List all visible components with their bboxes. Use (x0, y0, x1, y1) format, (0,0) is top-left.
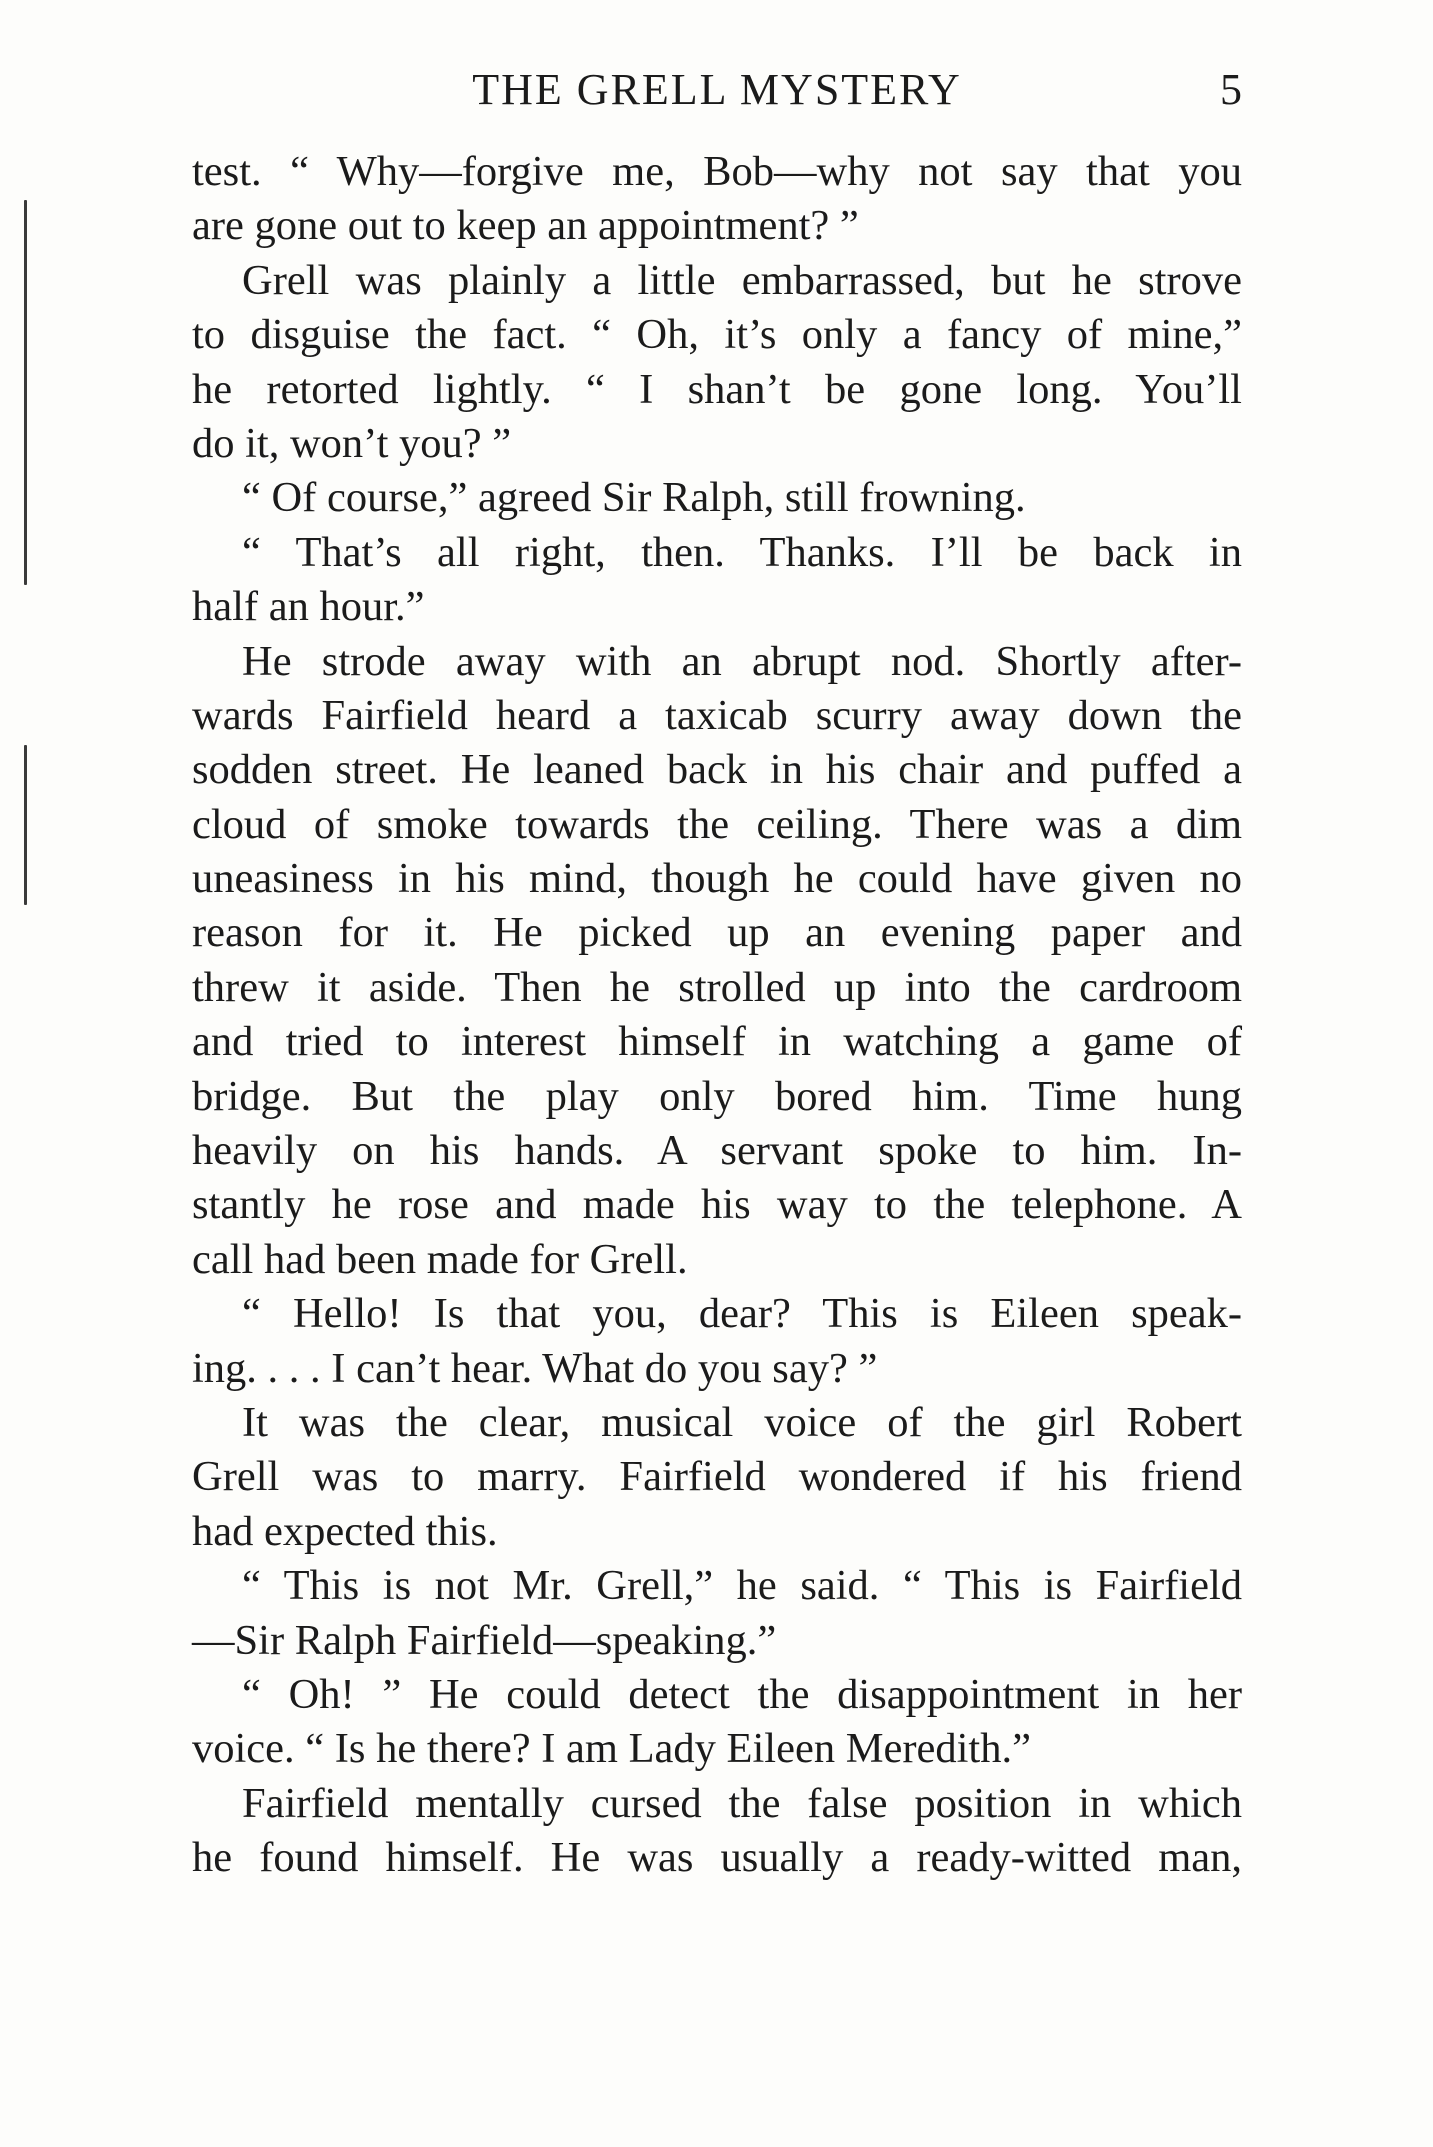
text-line: Grell was plainly a little embarrassed, but he strove (242, 256, 1242, 304)
text-line: “ That’s all right, then. Thanks. I’ll be back in (242, 528, 1242, 576)
text-line: “ This is not Mr. Grell,” he said. “ This is Fairfield (242, 1562, 1242, 1610)
text-line: heavily on his hands. A servant spoke to him. In- (192, 1127, 1242, 1175)
text-line: had expected this. (192, 1507, 498, 1555)
text-line: voice. “ Is he there? I am Lady Eileen Meredith.” (192, 1725, 1031, 1773)
page-number: 5 (1220, 65, 1242, 114)
body-text (192, 145, 1242, 1886)
text-line: “ Of course,” agreed Sir Ralph, still frowning. (242, 474, 1026, 522)
text-line: stantly he rose and made his way to the telephone. A (192, 1181, 1242, 1229)
running-head (192, 60, 1242, 120)
margin-pencil-mark (24, 745, 27, 905)
text-line: Fairfield mentally cursed the false position in which (242, 1779, 1242, 1827)
text-line: —Sir Ralph Fairfield—speaking.” (192, 1616, 777, 1664)
text-line: ing. . . . I can’t hear. What do you say? ” (192, 1344, 878, 1392)
text-line: He strode away with an abrupt nod. Shortly after- (242, 637, 1242, 685)
text-line: test. “ Why—forgive me, Bob—why not say that you (192, 148, 1242, 195)
text-line: sodden street. He leaned back in his chair and puffed a (192, 746, 1242, 794)
text-line: and tried to interest himself in watching a game of (192, 1018, 1242, 1066)
text-line: It was the clear, musical voice of the girl Robert (242, 1398, 1242, 1446)
text-line: bridge. But the play only bored him. Time hung (192, 1072, 1242, 1120)
text-line: reason for it. He picked up an evening paper and (192, 909, 1242, 957)
text-line: “ Hello! Is that you, dear? This is Eileen speak- (242, 1290, 1242, 1338)
text-line: cloud of smoke towards the ceiling. There was a dim (192, 800, 1242, 848)
text-line: he found himself. He was usually a ready-witted man, (192, 1834, 1242, 1882)
text-line: “ Oh! ” He could detect the disappointment in her (242, 1670, 1242, 1718)
text-line: Grell was to marry. Fairfield wondered if his friend (192, 1453, 1242, 1501)
text-line: threw it aside. Then he strolled up into the cardroom (192, 963, 1242, 1011)
text-line: uneasiness in his mind, though he could have given no (192, 855, 1242, 903)
text-line: do it, won’t you? ” (192, 419, 512, 467)
text-line: wards Fairfield heard a taxicab scurry away down the (192, 691, 1242, 739)
text-line: half an hour.” (192, 583, 425, 631)
text-line: call had been made for Grell. (192, 1235, 688, 1283)
margin-pencil-mark (24, 200, 27, 585)
text-line: are gone out to keep an appointment? ” (192, 202, 859, 250)
text-line: he retorted lightly. “ I shan’t be gone long. You’ll (192, 365, 1242, 413)
running-title: THE GRELL MYSTERY (472, 65, 962, 114)
text-line: to disguise the fact. “ Oh, it’s only a fancy of mine,” (192, 311, 1242, 359)
